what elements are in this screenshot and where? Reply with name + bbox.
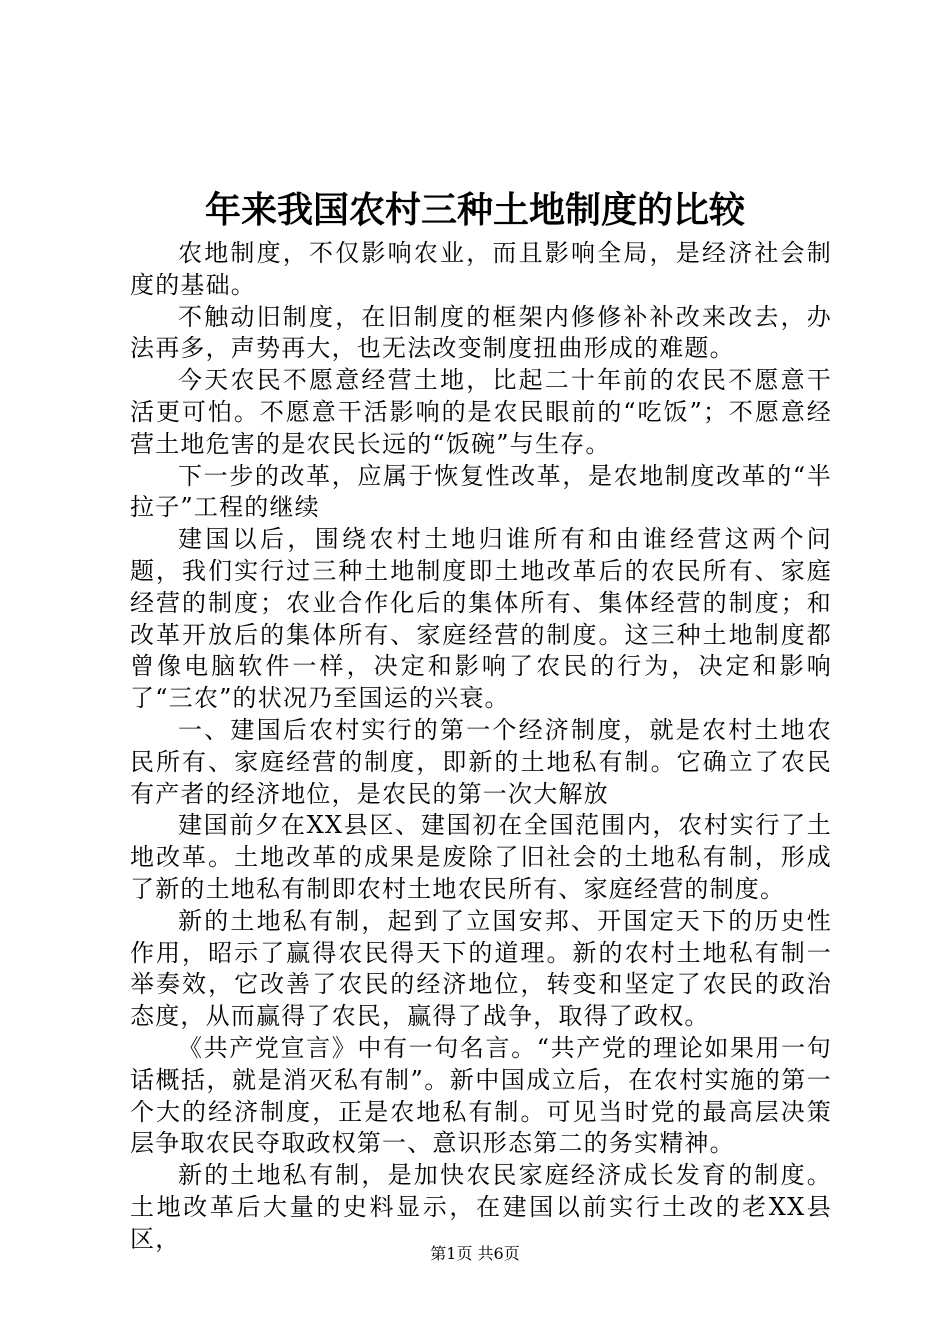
paragraph: 建国以后，围绕农村土地归谁所有和由谁经营这两个问题，我们实行过三种土地制度即土地改革后的农民所有、家庭经营的制度；农业合作化后的集体所有、集体经营的制度；和改革开放后的集体所有、家庭经营的制度。这三种土地制度都曾像电脑软件一样，决定和影响了农民的行为，决定和影响了“三农”的状况乃至国运的兴衰。 — [130, 525, 832, 713]
paragraph: 今天农民不愿意经营土地，比起二十年前的农民不愿意干活更可怕。不愿意干活影响的是农民眼前的“吃饭”；不愿意经营土地危害的是农民长远的“饭碗”与生存。 — [130, 366, 832, 458]
paragraph: 下一步的改革，应属于恢复性改革，是农地制度改革的“半拉子”工程的继续 — [130, 461, 832, 522]
paragraph: 《共产党宣言》中有一句名言。“共产党的理论如果用一句话概括，就是消灭私有制”。新中国成立后，在农村实施的第一个大的经济制度，正是农地私有制。可见当时党的最高层决策层争取农民夺取政权第一、意识形态第二的务实精神。 — [130, 1033, 832, 1158]
paragraph: 新的土地私有制，是加快农民家庭经济成长发育的制度。土地改革后大量的史料显示，在建国以前实行土改的老XX县区， — [130, 1161, 832, 1253]
paragraph: 一、建国后农村实行的第一个经济制度，就是农村土地农民所有、家庭经营的制度，即新的土地私有制。它确立了农民有产者的经济地位，是农民的第一次大解放 — [130, 715, 832, 808]
document-title: 年来我国农村三种土地制度的比较 — [204, 189, 745, 231]
document-body — [130, 238, 832, 1256]
paragraph: 新的土地私有制，起到了立国安邦、开国定天下的历史性作用，昭示了赢得农民得天下的道理。新的农村土地私有制一举奏效，它改善了农民的经济地位，转变和坚定了农民的政治态度，从而赢得了农民，赢得了战争，取得了政权。 — [130, 906, 832, 1031]
paragraph: 农地制度，不仅影响农业，而且影响全局，是经济社会制度的基础。 — [130, 239, 832, 299]
paragraph: 建国前夕在XX县区、建国初在全国范围内，农村实行了土地改革。土地改革的成果是废除了旧社会的土地私有制，形成了新的土地私有制即农村土地农民所有、家庭经营的制度。 — [130, 811, 832, 903]
paragraph: 不触动旧制度，在旧制度的框架内修修补补改来改去，办法再多，声势再大，也无法改变制度扭曲形成的难题。 — [130, 302, 832, 363]
page-number-footer: 第1页 共6页 — [430, 1244, 520, 1263]
